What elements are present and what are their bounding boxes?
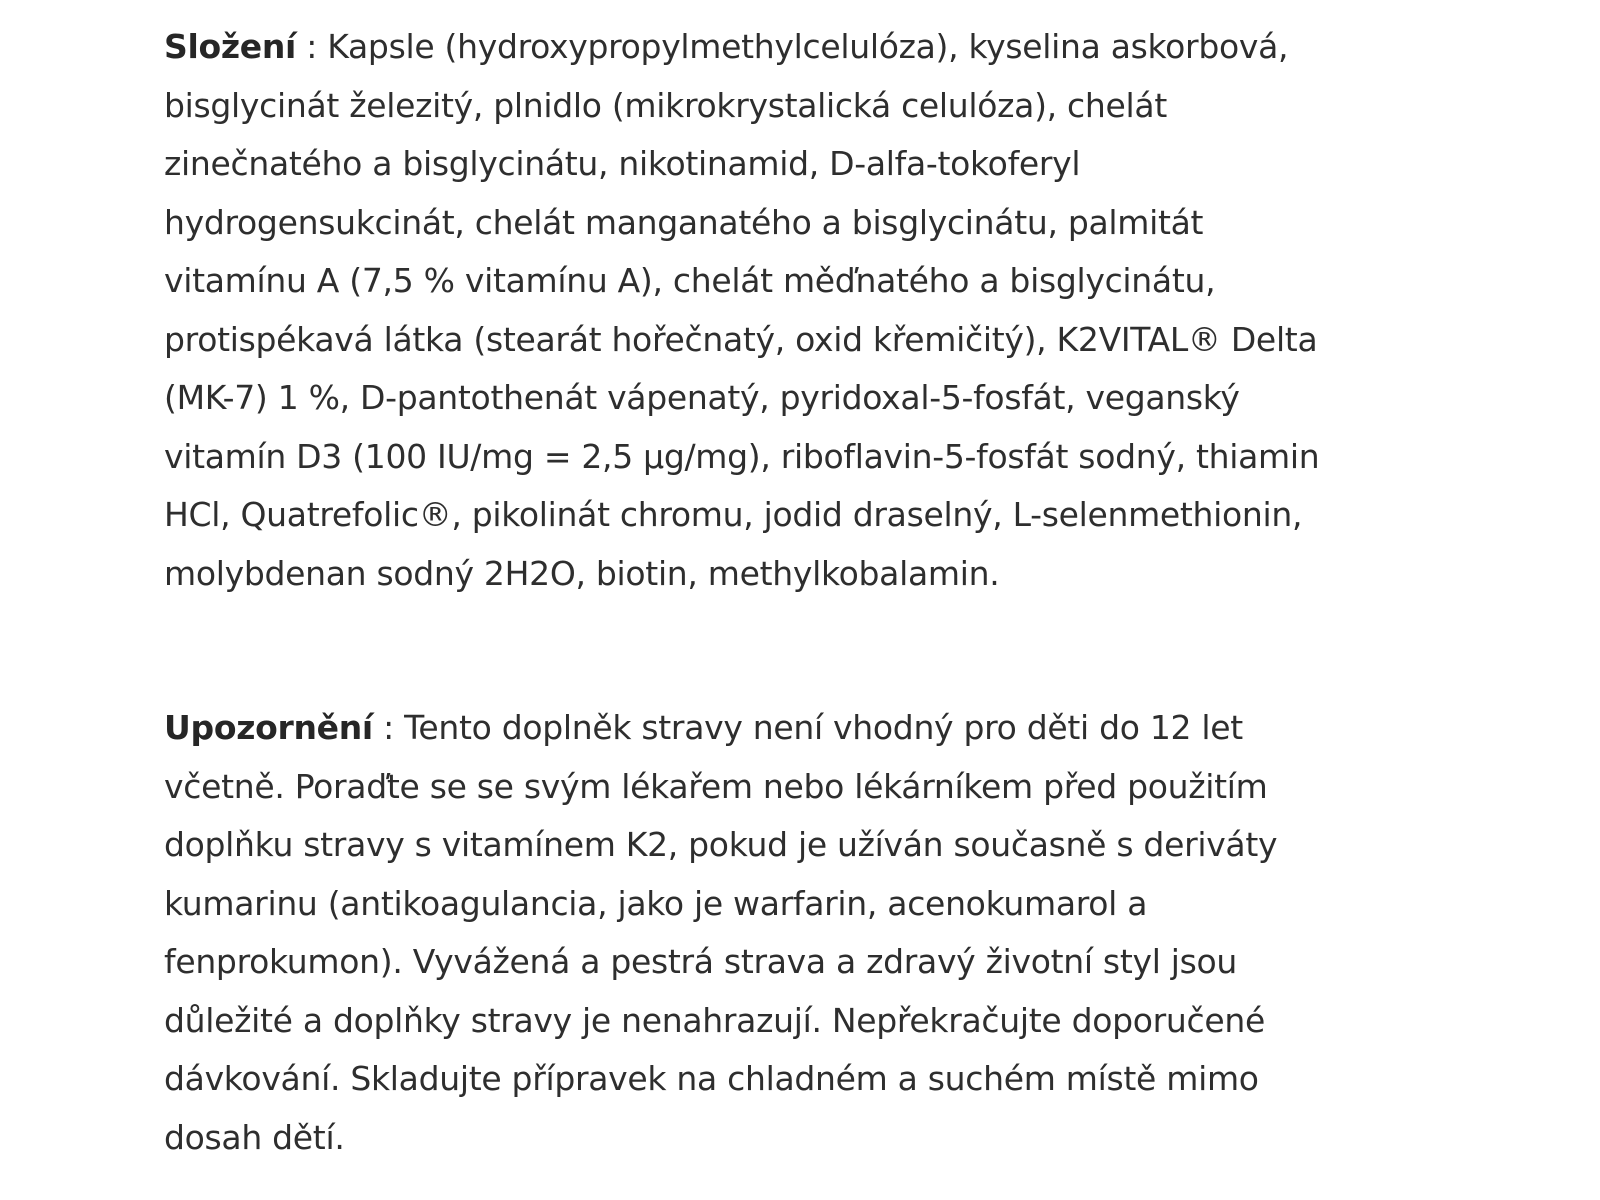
warning-text: Tento doplněk stravy není vhodný pro děti do 12 let: [404, 708, 1243, 747]
composition-line: (MK-7) 1 %, D-pantothenát vápenatý, pyridoxal-5-fosfát, veganský: [164, 378, 1240, 417]
composition-line: protispékavá látka (stearát hořečnatý, oxid křemičitý), K2VITAL® Delta: [164, 319, 1318, 359]
warning-section: [164, 699, 1424, 1167]
warning-line: dosah dětí.: [164, 1117, 345, 1157]
composition-text: Kapsle (hydroxypropylmethylcelulóza), kyselina askorbová,: [327, 27, 1289, 66]
warning-label: Upozornění: [164, 708, 373, 747]
composition-line: zinečnatého a bisglycinátu, nikotinamid, D-alfa-tokoferyl: [164, 144, 1081, 183]
section-divider-space: [164, 603, 1424, 699]
warning-line: [164, 699, 1424, 758]
composition-line: bisglycinát železitý, plnidlo (mikrokrystalická celulóza), chelát: [164, 85, 1167, 125]
product-info-content: [164, 18, 1424, 1167]
composition-line: hydrogensukcinát, chelát manganatého a bisglycinátu, palmitát: [164, 202, 1204, 242]
warning-line: důležité a doplňky stravy je nenahrazují. Nepřekračujte doporučené: [164, 1000, 1265, 1040]
warning-line: doplňku stravy s vitamínem K2, pokud je užíván současně s deriváty: [164, 825, 1278, 864]
composition-line: HCl, Quatrefolic®, pikolinát chromu, jodid draselný, L-selenmethionin,: [164, 495, 1303, 534]
composition-section: [164, 18, 1424, 603]
composition-line: molybdenan sodný 2H2O, biotin, methylkobalamin.: [164, 553, 1000, 593]
composition-line: vitamín D3 (100 IU/mg = 2,5 µg/mg), riboflavin-5-fosfát sodný, thiamin: [164, 436, 1320, 476]
warning-line: včetně. Poraďte se se svým lékařem nebo lékárníkem před použitím: [164, 766, 1268, 806]
warning-line: fenprokumon). Vyvážená a pestrá strava a zdravý životní styl jsou: [164, 942, 1238, 981]
warning-separator: :: [372, 708, 405, 747]
composition-separator: :: [296, 27, 328, 66]
warning-line: kumarinu (antikoagulancia, jako je warfarin, acenokumarol a: [164, 883, 1148, 923]
composition-line: [164, 18, 1424, 77]
composition-label: Složení: [164, 27, 297, 66]
composition-line: vitamínu A (7,5 % vitamínu A), chelát měďnatého a bisglycinátu,: [164, 261, 1216, 300]
warning-line: dávkování. Skladujte přípravek na chladném a suchém místě mimo: [164, 1059, 1259, 1098]
